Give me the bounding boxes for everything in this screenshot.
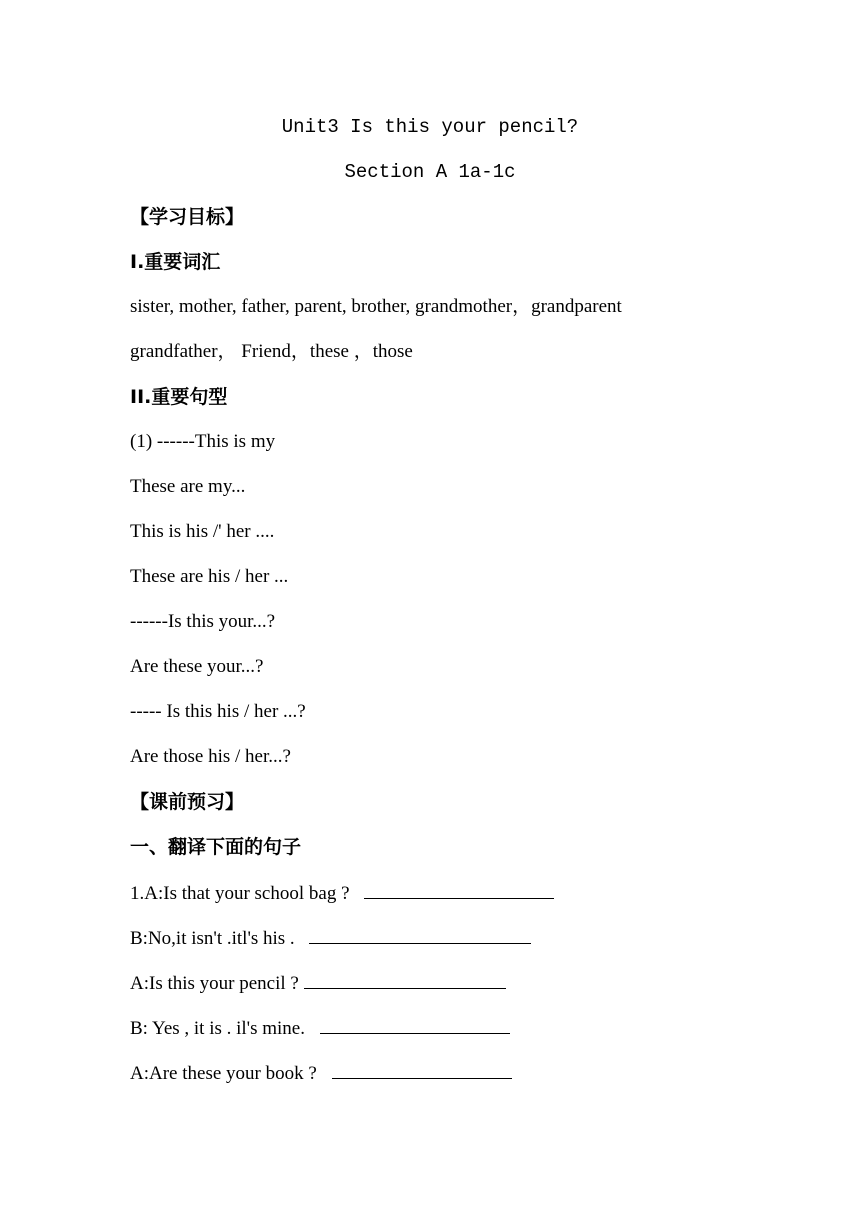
vocab-line-1: sister, mother, father, parent, brother, grandmother，grandparent <box>130 296 622 317</box>
sentence-pattern: This is his /' her .... <box>130 521 275 542</box>
exercise-text: A:Are these your book ? <box>130 1063 317 1084</box>
document-title: Unit3 Is this your pencil? <box>281 116 579 138</box>
exercise-item <box>130 968 506 996</box>
exercise-text: B:No,it isn't .itl's his . <box>130 928 295 949</box>
sentence-pattern: These are his / her ... <box>130 566 289 587</box>
exercise-item <box>130 1058 512 1086</box>
exercise-text: A:Is this your pencil ? <box>130 973 299 994</box>
exercise-text: B: Yes , it is . il's mine. <box>130 1018 305 1039</box>
vocab-line-2: grandfather， Friend，these ，those <box>130 341 413 362</box>
answer-blank[interactable] <box>364 878 554 899</box>
exercise-item <box>130 923 531 951</box>
exercise-item <box>130 878 554 906</box>
sentence-pattern: ------Is this your...? <box>130 611 276 632</box>
sentence-pattern: (1) ------This is my <box>130 431 276 452</box>
preview-heading: 【课前预习】 <box>130 791 245 813</box>
sentence-pattern: These are my... <box>130 476 246 497</box>
objectives-heading: 【学习目标】 <box>130 206 245 228</box>
answer-blank[interactable] <box>309 923 531 944</box>
sentence-pattern: Are these your...? <box>130 656 264 677</box>
translate-heading: 一、翻译下面的句子 <box>130 836 302 858</box>
answer-blank[interactable] <box>332 1058 512 1079</box>
answer-blank[interactable] <box>304 968 506 989</box>
answer-blank[interactable] <box>320 1013 510 1034</box>
sentence-pattern: ----- Is this his / her ...? <box>130 701 306 722</box>
exercise-item <box>130 1013 510 1041</box>
exercise-text: 1.A:Is that your school bag ? <box>130 883 350 904</box>
document-subtitle: Section A 1a-1c <box>344 161 516 183</box>
sentence-pattern: Are those his / her...? <box>130 746 291 767</box>
sentence-heading: II.重要句型 <box>130 386 228 408</box>
vocab-heading: I.重要词汇 <box>130 251 221 273</box>
